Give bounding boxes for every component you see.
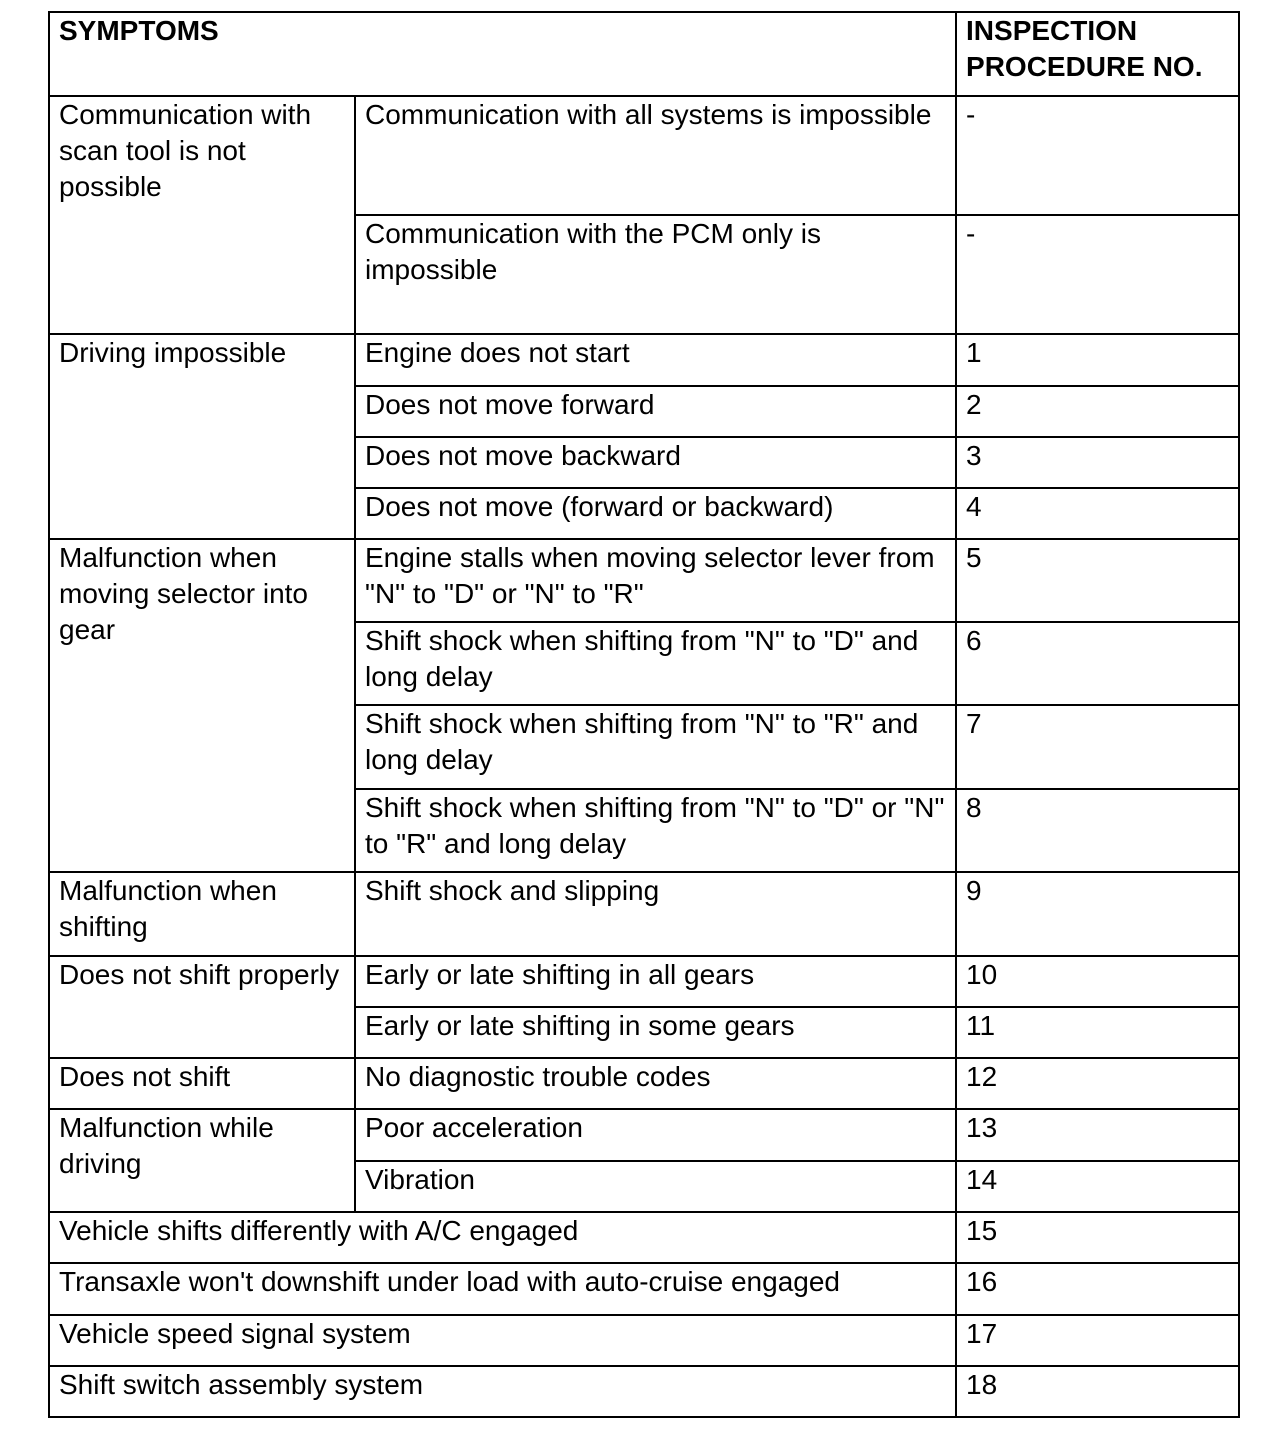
table-row xyxy=(49,334,1239,386)
procedure-cell: 8 xyxy=(956,789,1239,872)
procedure-cell: 17 xyxy=(956,1315,1239,1366)
symptom-cell: Does not move forward xyxy=(355,386,956,437)
procedure-cell: 15 xyxy=(956,1212,1239,1263)
procedure-cell: 2 xyxy=(956,386,1239,437)
procedure-cell: 5 xyxy=(956,539,1239,622)
procedure-cell: 4 xyxy=(956,488,1239,539)
table-row xyxy=(49,1366,1239,1417)
procedure-cell: 16 xyxy=(956,1263,1239,1315)
group-label: Driving impossible xyxy=(49,334,355,539)
table-row xyxy=(49,1109,1239,1161)
table-row xyxy=(49,1315,1239,1366)
procedure-cell: 11 xyxy=(956,1007,1239,1058)
procedure-cell: 1 xyxy=(956,334,1239,386)
symptom-cell: Engine does not start xyxy=(355,334,956,386)
table-row xyxy=(49,539,1239,622)
table-row xyxy=(49,1263,1239,1315)
symptom-cell: Does not move backward xyxy=(355,437,956,488)
symptom-cell: Communication with the PCM only is impossible xyxy=(355,215,956,334)
group-label: Malfunction while driving xyxy=(49,1109,355,1212)
procedure-cell: 14 xyxy=(956,1161,1239,1212)
table-row xyxy=(49,1058,1239,1109)
symptom-cell: Early or late shifting in all gears xyxy=(355,956,956,1007)
procedure-cell: 10 xyxy=(956,956,1239,1007)
procedure-cell: 13 xyxy=(956,1109,1239,1161)
table-row xyxy=(49,96,1239,215)
procedure-cell: 7 xyxy=(956,705,1239,789)
symptom-cell: Transaxle won't downshift under load with auto-cruise engaged xyxy=(49,1263,956,1315)
procedure-cell: 9 xyxy=(956,872,1239,956)
symptom-cell: Does not move (forward or backward) xyxy=(355,488,956,539)
symptom-cell: Shift shock when shifting from "N" to "D" or "N" to "R" and long delay xyxy=(355,789,956,872)
group-label: Communication with scan tool is not possible xyxy=(49,96,355,334)
procedure-cell: 6 xyxy=(956,622,1239,705)
procedure-cell: 3 xyxy=(956,437,1239,488)
symptom-cell: Shift switch assembly system xyxy=(49,1366,956,1417)
symptom-cell: Engine stalls when moving selector lever from "N" to "D" or "N" to "R" xyxy=(355,539,956,622)
symptom-cell: Vehicle shifts differently with A/C engaged xyxy=(49,1212,956,1263)
table-row xyxy=(49,956,1239,1007)
table-row xyxy=(49,872,1239,956)
symptom-cell: Shift shock when shifting from "N" to "D" and long delay xyxy=(355,622,956,705)
group-label: Does not shift xyxy=(49,1058,355,1109)
table-row xyxy=(49,1212,1239,1263)
symptoms-table xyxy=(48,11,1240,1418)
procedure-cell: - xyxy=(956,215,1239,334)
procedure-cell: 18 xyxy=(956,1366,1239,1417)
group-label: Malfunction when shifting xyxy=(49,872,355,956)
group-label: Malfunction when moving selector into gear xyxy=(49,539,355,872)
header-row xyxy=(49,12,1239,96)
symptom-cell: No diagnostic trouble codes xyxy=(355,1058,956,1109)
symptom-cell: Shift shock and slipping xyxy=(355,872,956,956)
procedure-cell: - xyxy=(956,96,1239,215)
procedure-cell: 12 xyxy=(956,1058,1239,1109)
symptom-cell: Shift shock when shifting from "N" to "R" and long delay xyxy=(355,705,956,789)
symptom-cell: Vehicle speed signal system xyxy=(49,1315,956,1366)
symptom-cell: Early or late shifting in some gears xyxy=(355,1007,956,1058)
symptom-cell: Poor acceleration xyxy=(355,1109,956,1161)
header-symptoms: SYMPTOMS xyxy=(49,12,956,96)
symptom-cell: Vibration xyxy=(355,1161,956,1212)
symptom-cell: Communication with all systems is impossible xyxy=(355,96,956,215)
group-label: Does not shift properly xyxy=(49,956,355,1058)
header-inspection-procedure: INSPECTION PROCEDURE NO. xyxy=(956,12,1239,96)
